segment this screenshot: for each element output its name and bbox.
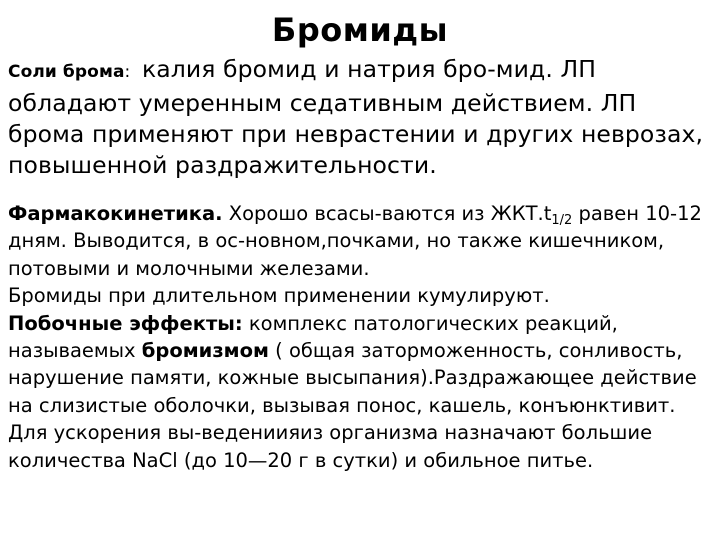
side-effects-text-a: комплекс патологических реакций, называемых xyxy=(8,311,618,363)
side-effects-text-b: ( общая заторможенность, сонливость, нарушение памяти, кожные высыпания).Раздражающее действие на слизистые оболочки, вызывая понос, кашель, конъюнктивит. Для ускорения вы-ведениияиз организма назначают большие количества NaCl (до 10—20 г в сутки) и обильное питье. xyxy=(8,339,697,472)
pharmacokinetics-block xyxy=(8,200,714,282)
cumulation-text: Бромиды при длительном применении кумулируют. xyxy=(8,284,550,308)
bromine-salts-label: Соли брома xyxy=(8,62,125,82)
slide-title: Бромиды xyxy=(271,11,449,49)
side-effects-label: Побочные эффекты: xyxy=(8,311,243,335)
bromism-term: бромизмом xyxy=(141,339,269,363)
side-effects-block xyxy=(8,310,714,474)
pharmacokinetics-text-b: равен 10-12 дням. Выводится, в ос-новном,почками, но также кишечником, потовыми и молочными железами. xyxy=(8,202,702,280)
bromine-salts-colon: : xyxy=(124,62,131,82)
half-life-subscript: 1/2 xyxy=(551,213,573,228)
paragraph-details xyxy=(8,200,714,474)
pharmacokinetics-text-a: Хорошо всасы-ваются из ЖКТ.t xyxy=(222,202,552,225)
paragraph-bromine-salts xyxy=(8,54,714,181)
pharmacokinetics-label: Фармакокинетика. xyxy=(8,202,223,225)
bromine-salts-text: калия бромид и натрия бро-мид. ЛП обладают умеренным седативным действием. ЛП брома применяют при неврастении и других неврозах, повышенной раздражительности. xyxy=(8,55,704,179)
